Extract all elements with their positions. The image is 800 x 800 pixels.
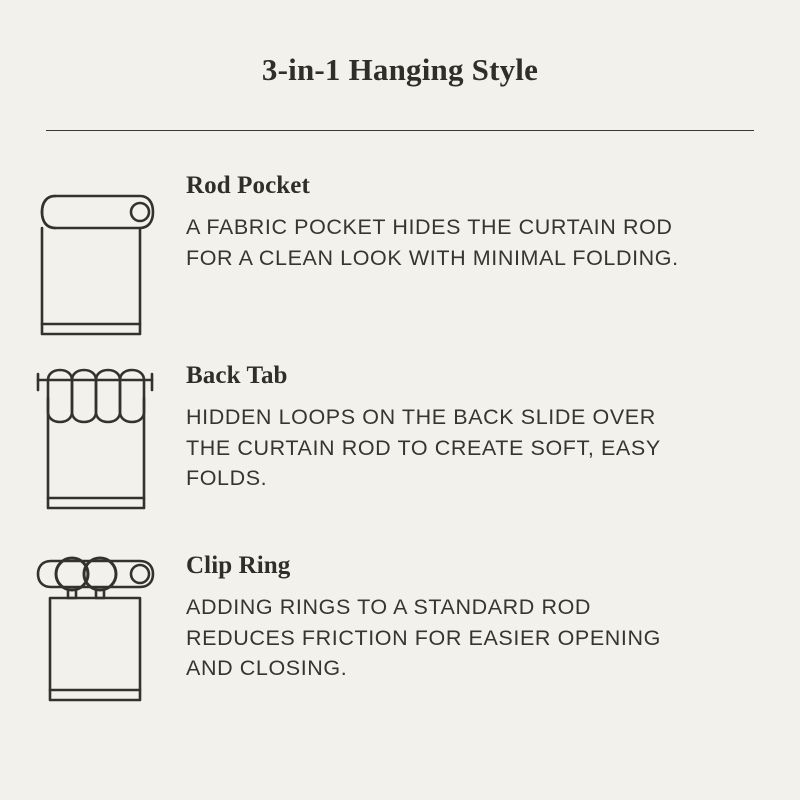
list-item-text <box>186 160 800 273</box>
rod-pocket-curtain-icon <box>0 160 186 342</box>
list-item <box>0 350 800 540</box>
list-item-title: Rod Pocket <box>186 172 310 199</box>
page-title: 3-in-1 Hanging Style <box>261 52 539 87</box>
list-item <box>0 540 800 730</box>
list-item-description: HIDDEN LOOPS ON THE BACK SLIDE OVER THE CURTAIN ROD TO CREATE SOFT, EASY FOLDS. <box>186 405 661 491</box>
style-list <box>0 160 800 730</box>
list-item-title: Back Tab <box>186 362 288 389</box>
list-item <box>0 160 800 350</box>
list-item-text <box>186 540 800 684</box>
list-item-description: A FABRIC POCKET HIDES THE CURTAIN ROD FOR A CLEAN LOOK WITH MINIMAL FOLDING. <box>186 215 679 270</box>
title-divider <box>46 130 754 131</box>
list-item-description: ADDING RINGS TO A STANDARD ROD REDUCES FRICTION FOR EASIER OPENING AND CLOSING. <box>186 595 661 681</box>
clip-ring-curtain-icon <box>0 540 186 712</box>
back-tab-curtain-icon <box>0 350 186 524</box>
list-item-title: Clip Ring <box>186 552 291 579</box>
list-item-text <box>186 350 800 494</box>
